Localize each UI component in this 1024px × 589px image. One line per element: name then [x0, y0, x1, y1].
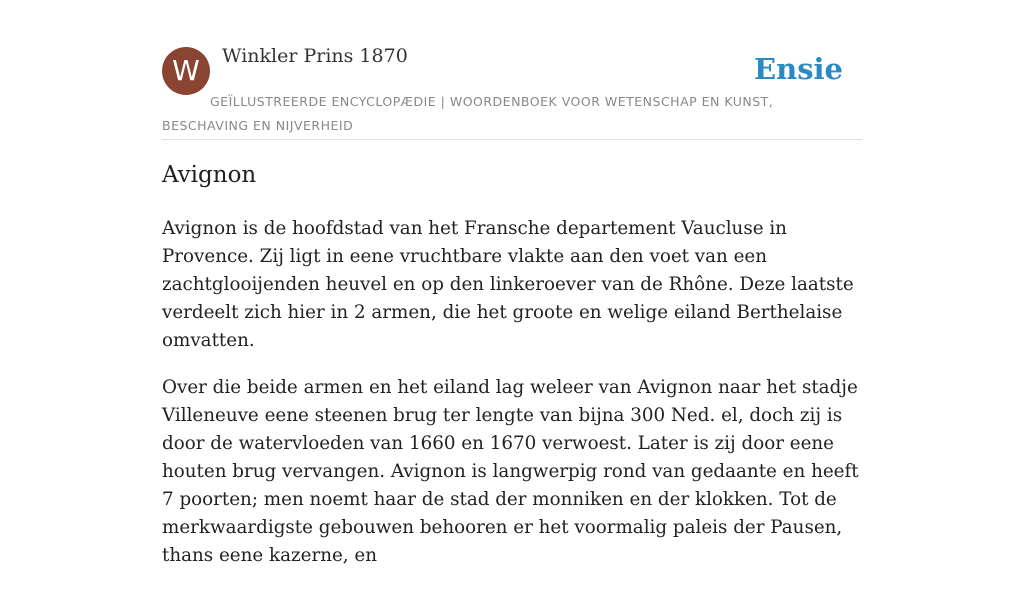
source-avatar[interactable]: W — [162, 47, 210, 95]
article-paragraph: Over die beide armen en het eiland lag weleer van Avignon naar het stadje Villeneuve eene steenen brug ter lengte van bijna 300 Ned. el, doch zij is door de watervloeden van 1660 en 1670 verwoest. Later is zij door eene houten brug vervangen. Avignon is langwerpig rond van gedaante en heeft 7 poorten; men noemt haar de stad der monniken en der klokken. Tot de merkwaardigste gebouwen behooren er het voormalig paleis der Pausen, thans eene kazerne, en — [162, 377, 859, 566]
ensie-logo[interactable]: Ensie — [754, 52, 843, 86]
article-title: Avignon — [162, 162, 257, 188]
source-subtitle: GEÏLLUSTREERDE ENCYCLOPÆDIE | WOORDENBOEK VOOR WETENSCHAP EN KUNST, BESCHAVING EN NIJVERHEID — [162, 94, 774, 133]
article-body — [162, 215, 862, 589]
article-paragraph: Avignon is de hoofdstad van het Fransche departement Vaucluse in Provence. Zij ligt in eene vruchtbare vlakte aan den voet van een zachtglooijenden heuvel en op den linkeroever van de Rhône. Deze laatste verdeelt zich hier in 2 armen, die het groote en welige eiland Berthelaise omvatten. — [162, 218, 854, 351]
source-title[interactable]: Winkler Prins 1870 — [222, 45, 408, 67]
header-divider — [162, 139, 862, 140]
